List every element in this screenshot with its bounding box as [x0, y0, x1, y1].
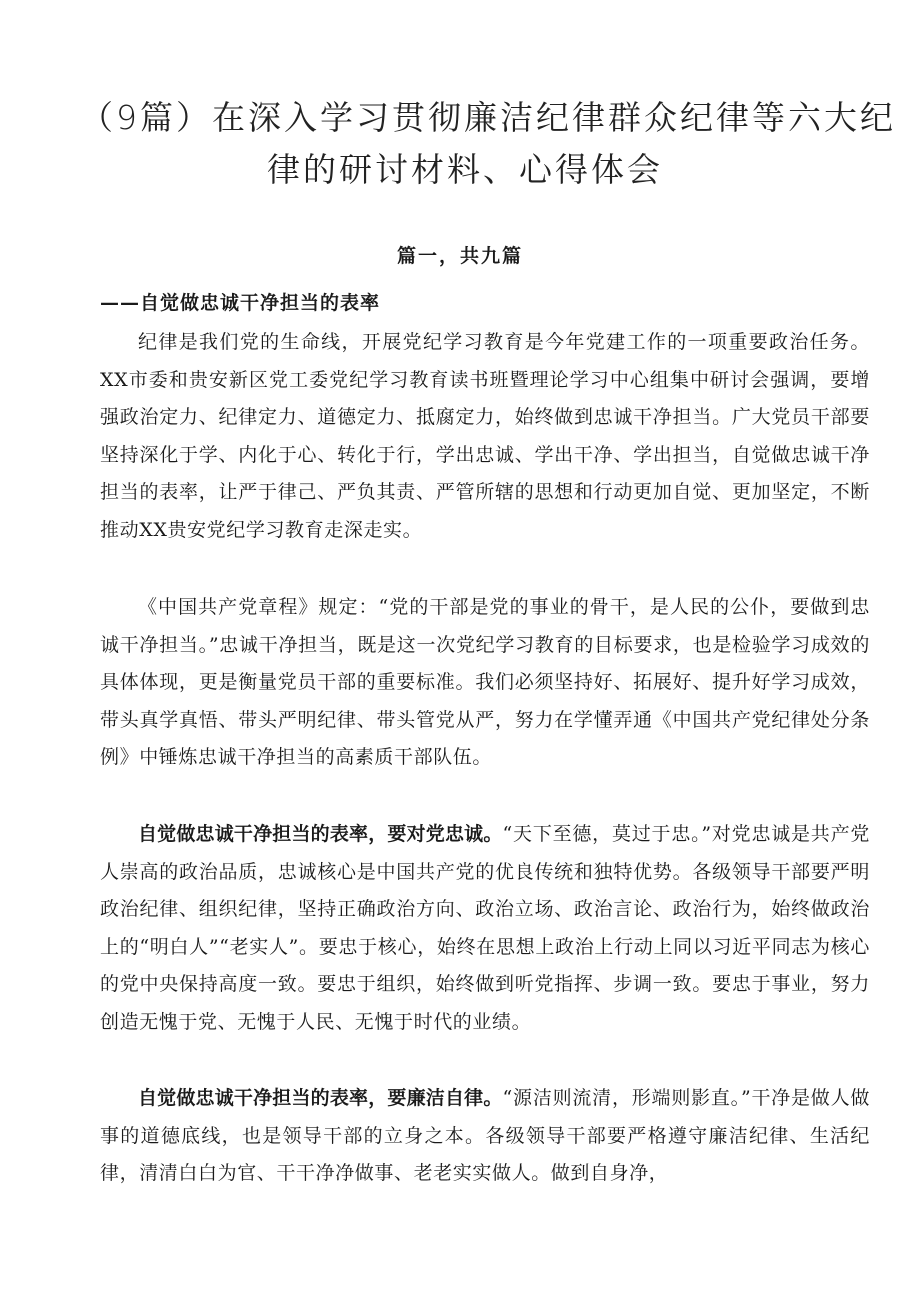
paragraph-2-text: 《中国共产党章程》规定：“党的干部是党的事业的骨干，是人民的公仆，要做到忠诚干净担当。”忠诚干净担当，既是这一次党纪学习教育的目标要求，也是检验学习成效的具体体现，更是衡量党员干部的重要标准。我们必须坚持好、拓展好、提升好学习成效，带头真学真悟、带头严明纪律、带头管党从严，努力在学懂弄通《中国共产党纪律处分条例》中锤炼忠诚干净担当的高素质干部队伍。: [100, 596, 870, 769]
paragraph-3-text: “天下至德，莫过于忠。”对党忠诚是共产党人崇高的政治品质，忠诚核心是中国共产党的优良传统和独特优势。各级领导干部要严明政治纪律、组织纪律，坚持正确政治方向、政治立场、政治言论、政治行为，始终做政治上的“明白人”“老实人”。要忠于核心，始终在思想上政治上行动上同以习近平同志为核心的党中央保持高度一致。要忠于组织，始终做到听党指挥、步调一致。要忠于事业，努力创造无愧于党、无愧于人民、无愧于时代的业绩。: [100, 823, 870, 1033]
paragraph-3: [100, 816, 870, 1042]
paragraph-4-lead: 自觉做忠诚干净担当的表率，要廉洁自律。: [138, 1087, 503, 1109]
document-title-line-2: 律的研讨材料、心得体会: [267, 150, 663, 189]
section-heading: 篇一，共九篇: [396, 245, 523, 267]
paragraph-3-lead: 自觉做忠诚干净担当的表率，要对党忠诚。: [138, 823, 503, 845]
paragraph-1-text: 纪律是我们党的生命线，开展党纪学习教育是今年党建工作的一项重要政治任务。XX市委和贵安新区党工委党纪学习教育读书班暨理论学习中心组集中研讨会强调，要增强政治定力、纪律定力、道德定力、抵腐定力，始终做到忠诚干净担当。广大党员干部要坚持深化于学、内化于心、转化于行，学出忠诚、学出干净、学出担当，自觉做忠诚干净担当的表率，让严于律己、严负其责、严管所辖的思想和行动更加自觉、更加坚定，不断推动XX贵安党纪学习教育走深走实。: [100, 331, 870, 541]
paragraph-1: [100, 324, 870, 550]
document-title-line-1: （9篇）在深入学习贯彻廉洁纪律群众纪律等六大纪: [80, 98, 896, 137]
paragraph-4: [100, 1080, 870, 1193]
paragraph-4-text: “源洁则流清，形端则影直。”干净是做人做事的道德底线，也是领导干部的立身之本。各级领导干部要严格遵守廉洁纪律、生活纪律，清清白白为官、干干净净做事、老老实实做人。做到自身净，: [100, 1087, 870, 1185]
section-subtitle: ——自觉做忠诚干净担当的表率: [100, 292, 381, 314]
paragraph-2: [100, 589, 870, 777]
